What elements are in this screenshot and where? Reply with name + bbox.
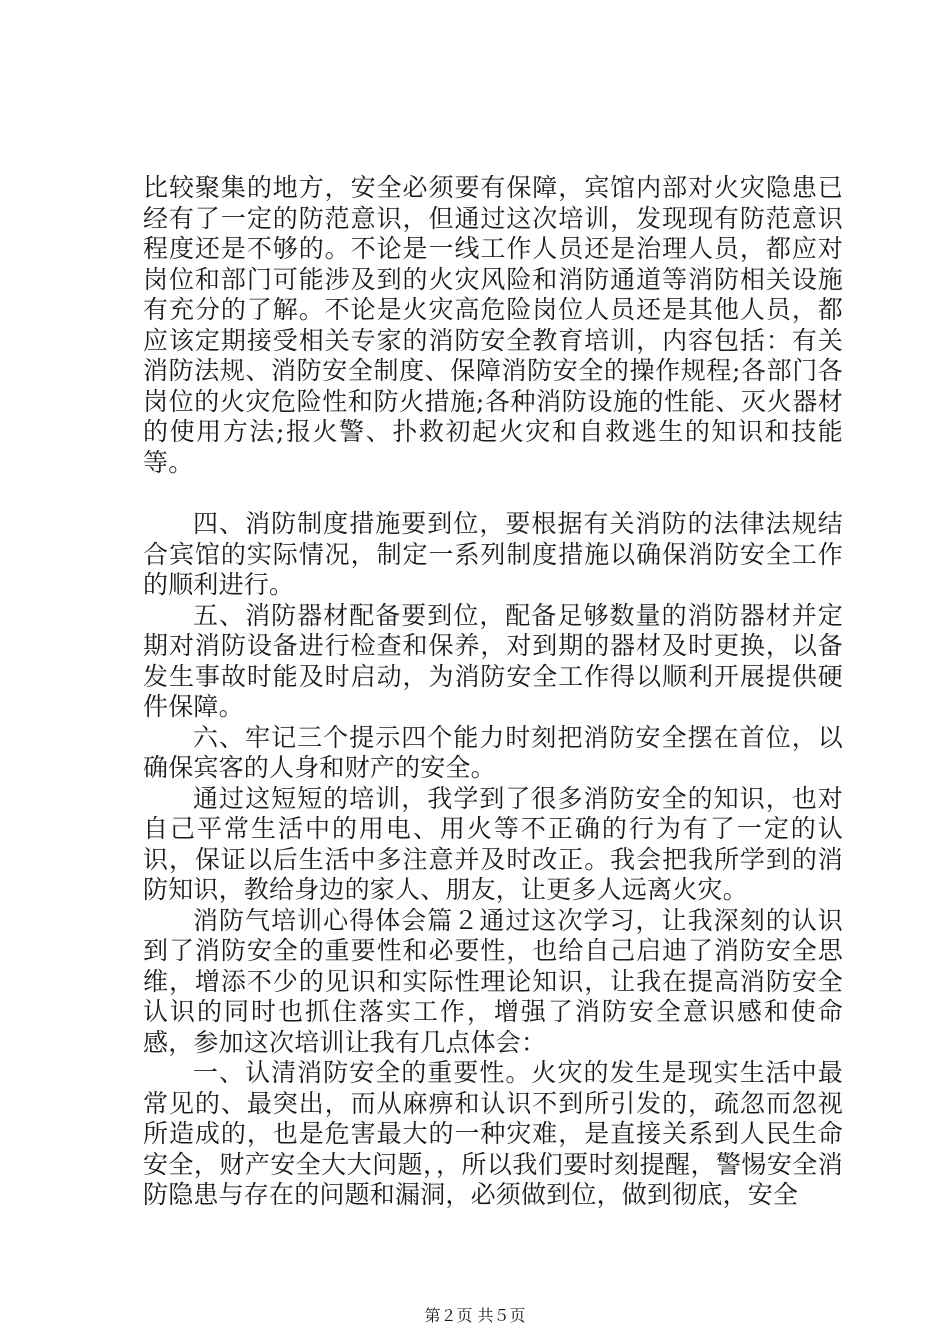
paragraph-article-two-intro: 消防气培训心得体会篇２通过这次学习，让我深刻的认识到了消防安全的重要性和必要性，也给自己启迪了消防安全思维，增添不少的见识和实际性理论知识，让我在提高消防安全认识的同时也抓住落实工作，增强了消防安全意识感和使命感，参加这次培训让我有几点体会： bbox=[143, 905, 843, 1057]
paragraph-item-five: 五、消防器材配备要到位，配备足够数量的消防器材并定期对消防设备进行检查和保养，对到期的器材及时更换，以备发生事故时能及时启动，为消防安全工作得以顺利开展提供硬件保障。 bbox=[143, 600, 843, 721]
document-body bbox=[143, 173, 843, 1211]
paragraph-continuation: 比较聚集的地方，安全必须要有保障，宾馆内部对火灾隐患已经有了一定的防范意识，但通过这次培训，发现现有防范意识程度还是不够的。不论是一线工作人员还是治理人员，都应对岗位和部门可能涉及到的火灾风险和消防通道等消防相关设施有充分的了解。不论是火灾高危险岗位人员还是其他人员，都应该定期接受相关专家的消防安全教育培训，内容包括：有关消防法规、消防安全制度、保障消防安全的操作规程;各部门各岗位的火灾危险性和防火措施;各种消防设施的性能、灭火器材的使用方法;报火警、扑救初起火灾和自救逃生的知识和技能等。 bbox=[143, 173, 843, 477]
paragraph-summary: 通过这短短的培训，我学到了很多消防安全的知识，也对自己平常生活中的用电、用火等不正确的行为有了一定的认识，保证以后生活中多注意并及时改正。我会把我所学到的消防知识，教给身边的家人、朋友，让更多人远离火灾。 bbox=[143, 783, 843, 904]
paragraph-item-six: 六、牢记三个提示四个能力时刻把消防安全摆在首位，以确保宾客的人身和财产的安全。 bbox=[143, 722, 843, 782]
paragraph-item-four: 四、消防制度措施要到位，要根据有关消防的法律法规结合宾馆的实际情况，制定一系列制度措施以确保消防安全工作的顺利进行。 bbox=[143, 509, 843, 599]
paragraph-point-one: 一、认清消防安全的重要性。火灾的发生是现实生活中最常见的、最突出，而从麻痹和认识不到所引发的，疏忽而忽视所造成的，也是危害最大的一种灾难，是直接关系到人民生命安全，财产安全大大问题，，所以我们要时刻提醒，警惕安全消防隐患与存在的问题和漏洞，必须做到位，做到彻底，安全 bbox=[143, 1058, 843, 1209]
page-footer: 第２页 共５页 bbox=[424, 1306, 526, 1325]
